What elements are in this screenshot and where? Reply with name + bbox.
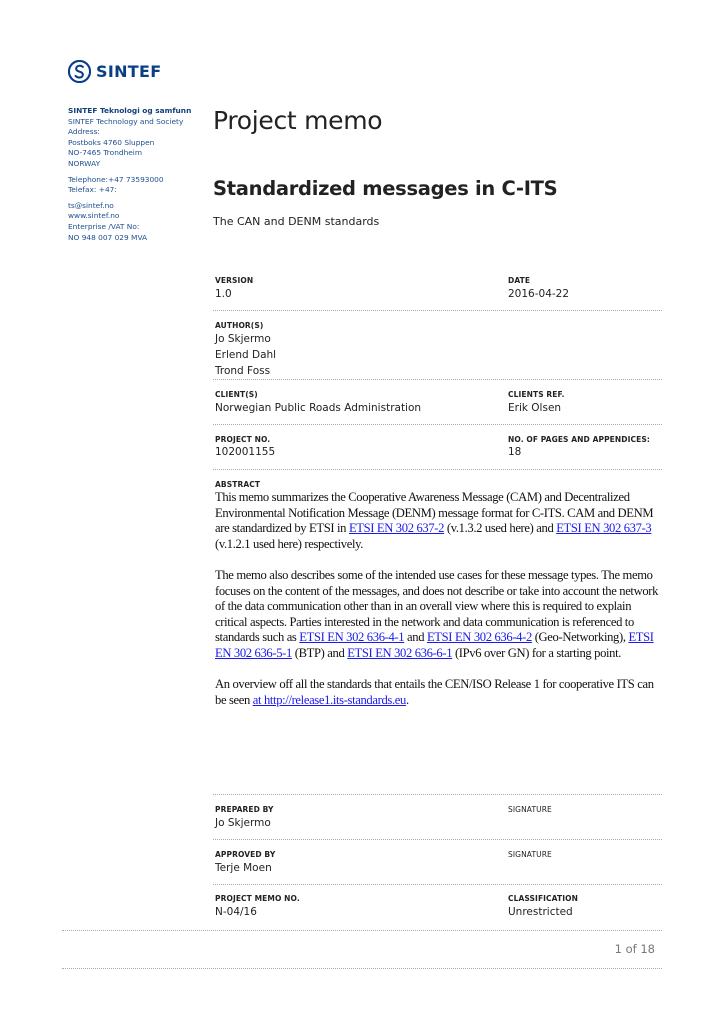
author-name: Jo Skjermo (215, 333, 271, 345)
link-etsi-en-302-637-3[interactable]: ETSI EN 302 637-3 (556, 521, 652, 536)
memo-no-label: PROJECT MEMO NO. (215, 894, 300, 903)
divider (213, 469, 662, 470)
divider (213, 424, 662, 425)
abstract-paragraph: An overview off all the standards that entails the CEN/ISO Release 1 for cooperative ITS can be seen at http://release1.its-standards.eu. (215, 677, 654, 707)
sidebar-address (68, 106, 203, 243)
abstract-paragraph: The memo also describes some of the intended use cases for these message types. The memo focuses on the content of the messages, and does not describe or take into account the network of the data communication other than in an overall view where this is required to explain critical aspects. Parties interested in the network and data communication is referenced to standards such as ETSI EN 302 636-4-1 and ETSI EN 302 636-4-2 (Geo-Networking), ETSI EN 302 636-5-1 (BTP) and ETSI EN 302 636-6-1 (IPv6 over GN) for a starting point. (215, 567, 659, 660)
sintef-logo-icon (68, 60, 91, 83)
abstract-label: ABSTRACT (215, 480, 261, 489)
link-etsi-en-302-636-4-1[interactable]: ETSI EN 302 636-4-1 (299, 630, 405, 645)
memo-no-value: N-04/16 (215, 906, 257, 918)
abstract-paragraph: This memo summarizes the Cooperative Awareness Message (CAM) and Decentralized Environmental Notification Message (DENM) message format for C-ITS. CAM and DENM are standardized by ETSI in ETSI EN 302 637-2 (v.1.3.2 used here) and ETSI EN 302 637-3 (v.1.2.1 used here) respectively. (215, 490, 654, 551)
sidebar-website[interactable]: www.sintef.no (68, 211, 120, 221)
link-etsi-en-302-637-2[interactable]: ETSI EN 302 637-2 (348, 521, 445, 536)
client-value: Norwegian Public Roads Administration (215, 402, 422, 414)
sidebar-telefax: Telefax: +47: (68, 185, 117, 195)
signature-label: SIGNATURE (508, 850, 552, 859)
divider (213, 884, 662, 885)
sidebar-org: SINTEF Teknologi og samfunn (68, 106, 192, 115)
version-label: VERSION (215, 276, 254, 285)
link-etsi-en-302-636-4-2[interactable]: ETSI EN 302 636-4-2 (426, 630, 532, 645)
authors-label: AUTHOR(S) (215, 321, 264, 330)
date-value: 2016-04-22 (508, 288, 570, 300)
approved-by-value: Terje Moen (215, 862, 272, 874)
sidebar-email[interactable]: ts@sintef.no (68, 200, 114, 210)
author-name: Erlend Dahl (215, 349, 277, 361)
sintef-logo (68, 60, 161, 83)
pages-label: NO. OF PAGES AND APPENDICES: (508, 435, 650, 444)
link-release1-its-standards[interactable]: at http://release1.its-standards.eu (252, 692, 406, 707)
prepared-by-label: PREPARED BY (215, 805, 274, 814)
document-subject: Standardized messages in C-ITS (213, 177, 558, 200)
signature-label: SIGNATURE (508, 805, 552, 814)
sidebar-line: NO 948 007 029 MVA (68, 232, 148, 242)
sidebar-line: Postboks 4760 Sluppen (68, 137, 155, 147)
divider (213, 839, 662, 840)
document-type-title: Project memo (213, 106, 383, 135)
client-ref-value: Erik Olsen (508, 402, 562, 414)
sidebar-line: NO-7465 Trondheim (68, 148, 143, 158)
client-ref-label: CLIENTS REF. (508, 390, 565, 399)
link-etsi-en-302-636-6-1[interactable]: ETSI EN 302 636-6-1 (347, 645, 453, 660)
classification-value: Unrestricted (508, 906, 573, 918)
prepared-by-value: Jo Skjermo (215, 817, 271, 829)
logo-wordmark: SINTEF (96, 62, 162, 81)
divider (213, 794, 662, 795)
date-label: DATE (508, 276, 531, 285)
footer-divider (62, 968, 662, 969)
page-number: 1 of 18 (614, 942, 655, 956)
author-name: Trond Foss (215, 365, 271, 377)
pages-value: 18 (508, 446, 522, 458)
project-no-value: 102001155 (215, 446, 276, 458)
approved-by-label: APPROVED BY (215, 850, 276, 859)
sidebar-line: Enterprise /VAT No: (68, 221, 140, 231)
version-value: 1.0 (215, 288, 232, 300)
sidebar-line: Address: (68, 127, 100, 137)
classification-label: CLASSIFICATION (508, 894, 578, 903)
link-etsi-en-302-636-5-1[interactable]: ETSI EN 302 636-5-1 (215, 630, 654, 660)
sidebar-line: SINTEF Technology and Society (68, 116, 184, 126)
divider (213, 379, 662, 380)
abstract-body (215, 490, 660, 724)
footer-divider (62, 930, 662, 931)
divider (213, 310, 662, 311)
client-label: CLIENT(S) (215, 390, 258, 399)
sidebar-line: NORWAY (68, 158, 101, 168)
project-no-label: PROJECT NO. (215, 435, 271, 444)
sidebar-telephone: Telephone:+47 73593000 (68, 174, 164, 184)
document-subtitle: The CAN and DENM standards (213, 215, 380, 228)
